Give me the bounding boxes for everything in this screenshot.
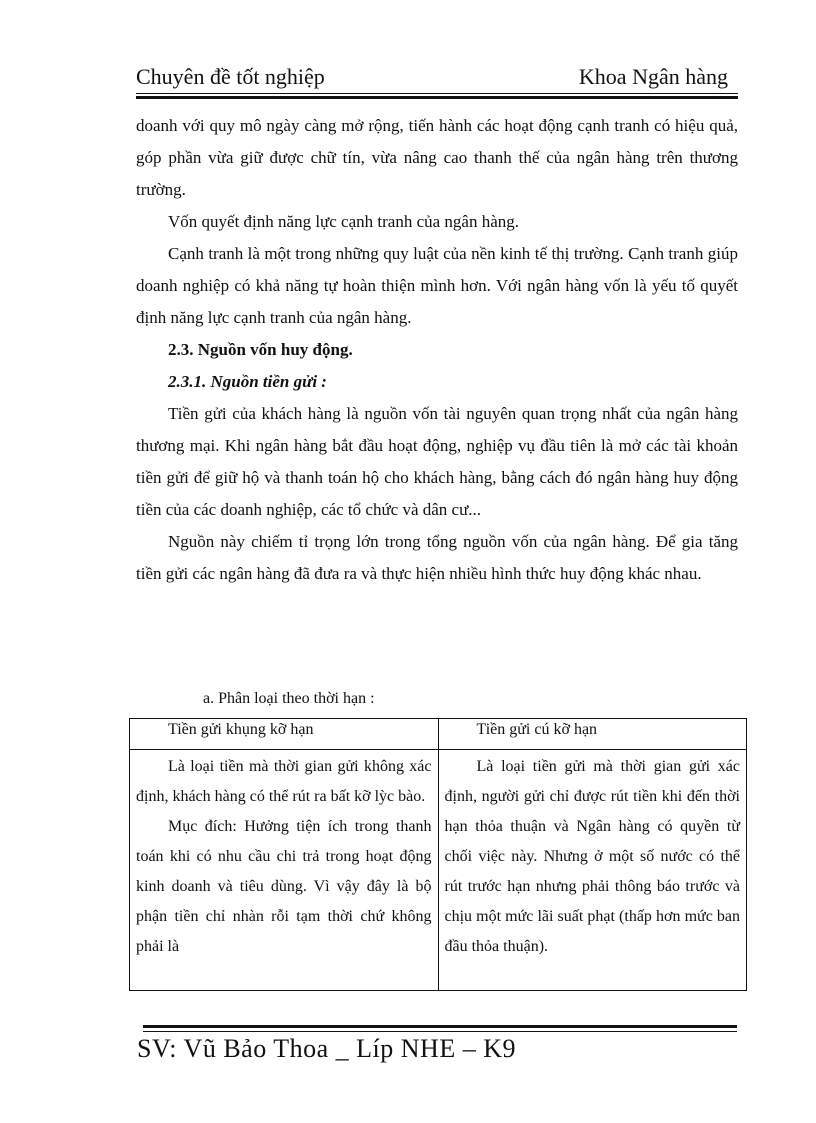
- page-header: [136, 64, 736, 94]
- header-department: Khoa Ngân hàng: [578, 64, 728, 89]
- cell-paragraph: Mục đích: Hưởng tiện ích trong thanh toán khi có nhu cầu chi trả trong hoạt động kinh doanh và tiêu dùng. Vì vậy đây là bộ phận tiền chỉ nhàn rỗi tạm thời chứ không phải là: [136, 818, 432, 955]
- table-cell: [438, 750, 747, 991]
- table-header-row: [130, 719, 747, 750]
- paragraph: Vốn quyết định năng lực cạnh tranh của ngân hàng.: [168, 212, 519, 231]
- table-cell: [130, 750, 439, 991]
- cell-paragraph: Là loại tiền gửi mà thời gian gửi xác định, người gửi chỉ được rút tiền khi đến thời hạn thỏa thuận và Ngân hàng có quyền từ chối việc này. Nhưng ở một số nước có thể rút trước hạn nhưng phải thông báo trước và chịu một mức lãi suất phạt (thấp hơn mức ban đầu thỏa thuận).: [444, 758, 740, 955]
- paragraph: Cạnh tranh là một trong những quy luật của nền kinh tế thị trường. Cạnh tranh giúp doanh nghiệp có khả năng tự hoàn thiện mình hơn. Với ngân hàng vốn là yếu tố quyết định năng lực cạnh tranh của ngân hàng.: [136, 244, 738, 327]
- column-header: Tiền gửi khụng kỡ hạn: [130, 719, 439, 750]
- column-header: Tiền gửi cú kỡ hạn: [438, 719, 747, 750]
- header-title: Chuyên đề tốt nghiệp: [136, 64, 325, 89]
- paragraph: Nguồn này chiếm tỉ trọng lớn trong tổng nguồn vốn của ngân hàng. Để gia tăng tiền gửi các ngân hàng đã đưa ra và thực hiện nhiều hình thức huy động khác nhau.: [136, 532, 738, 583]
- footer-rule-thin: [143, 1031, 737, 1032]
- header-rule-thin: [136, 93, 738, 94]
- page-footer: SV: Vũ Bảo Thoa _ Líp NHE – K9: [137, 1034, 516, 1063]
- table-caption: a. Phân loại theo thời hạn :: [203, 690, 375, 707]
- deposit-comparison-table: [129, 718, 747, 991]
- section-heading: 2.3. Nguồn vốn huy động.: [168, 340, 353, 359]
- header-rule-thick: [136, 96, 738, 99]
- footer-rule-thick: [143, 1025, 737, 1028]
- table-row: [130, 750, 747, 991]
- body-text: [136, 110, 738, 590]
- cell-paragraph: Là loại tiền mà thời gian gửi không xác định, khách hàng có thể rút ra bất kỡ lỳc bào.: [136, 758, 432, 805]
- paragraph: doanh với quy mô ngày càng mở rộng, tiến hành các hoạt động cạnh tranh có hiệu quả, góp phần vừa giữ được chữ tín, vừa nâng cao thanh thế của ngân hàng trên thương trường.: [136, 116, 738, 199]
- subsection-heading: 2.3.1. Nguồn tiền gửi :: [168, 372, 327, 391]
- paragraph: Tiền gửi của khách hàng là nguồn vốn tài nguyên quan trọng nhất của ngân hàng thương mại. Khi ngân hàng bắt đầu hoạt động, nghiệp vụ đầu tiên là mở các tài khoản tiền gửi để giữ hộ và thanh toán hộ cho khách hàng, bằng cách đó ngân hàng huy động tiền của các doanh nghiệp, các tổ chức và dân cư...: [136, 404, 738, 519]
